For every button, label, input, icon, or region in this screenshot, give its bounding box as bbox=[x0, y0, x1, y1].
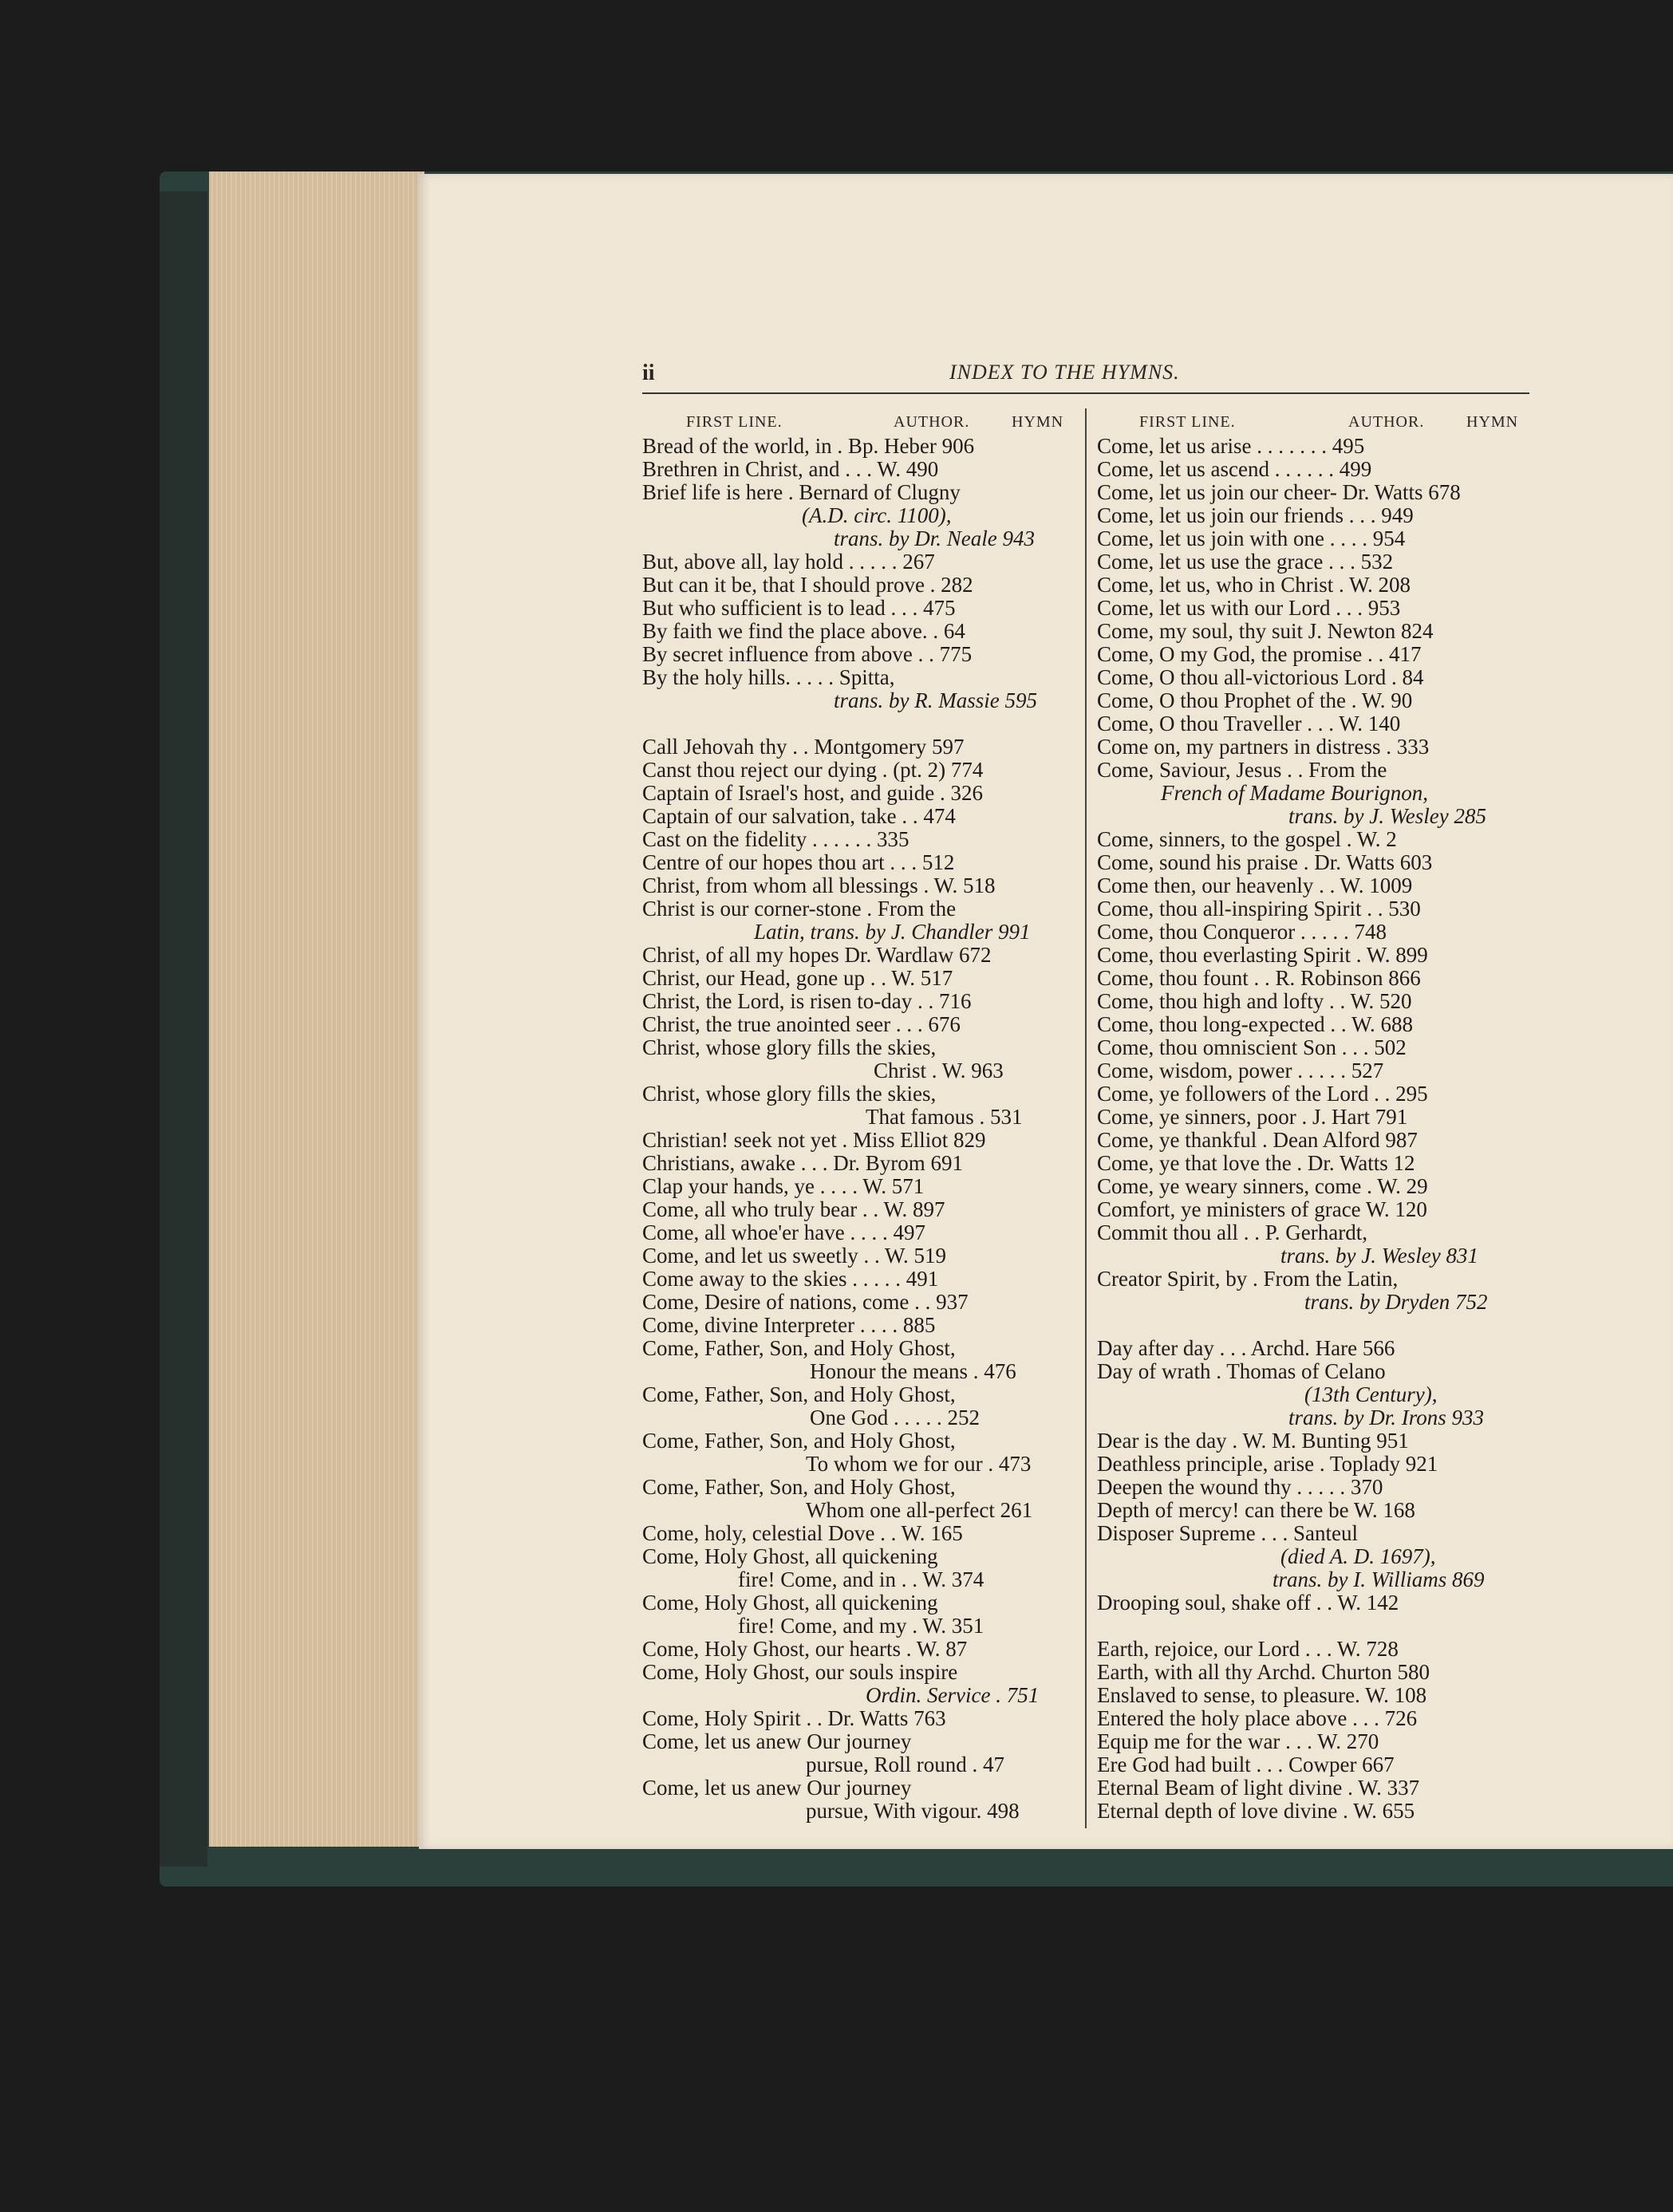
index-entry bbox=[1097, 1314, 1532, 1337]
index-entry: That famous . 531 bbox=[866, 1106, 1023, 1129]
index-entry: To whom we for our . 473 bbox=[806, 1453, 1032, 1476]
right-header-author: AUTHOR. bbox=[1348, 413, 1425, 431]
index-entry: Honour the means . 476 bbox=[810, 1360, 1016, 1383]
index-entry: Captain of Israel's host, and guide . 326 bbox=[642, 782, 984, 805]
index-entry: By faith we find the place above. . 64 bbox=[642, 620, 965, 643]
left-index-column bbox=[642, 435, 1077, 1823]
index-entry: Christ, our Head, gone up . . W. 517 bbox=[642, 967, 953, 990]
index-entry: Enslaved to sense, to pleasure. W. 108 bbox=[1097, 1684, 1427, 1707]
index-entry: Come, O thou all-victorious Lord . 84 bbox=[1097, 666, 1424, 689]
index-entry: Earth, with all thy Archd. Churton 580 bbox=[1097, 1661, 1430, 1684]
index-entry: Come, ye that love the . Dr. Watts 12 bbox=[1097, 1152, 1415, 1175]
index-entry: (died A. D. 1697), bbox=[1280, 1545, 1436, 1568]
index-entry: By the holy hills. . . . . Spitta, bbox=[642, 666, 895, 689]
index-entry: Dear is the day . W. M. Bunting 951 bbox=[1097, 1429, 1409, 1453]
index-entry: Come, O my God, the promise . . 417 bbox=[1097, 643, 1422, 666]
index-entry: Come, let us join with one . . . . 954 bbox=[1097, 527, 1406, 550]
index-entry: Canst thou reject our dying . (pt. 2) 774 bbox=[642, 759, 984, 782]
right-header-hymn: HYMN bbox=[1466, 413, 1519, 431]
index-entry: pursue, Roll round . 47 bbox=[806, 1753, 1004, 1776]
index-entry: Christ, of all my hopes Dr. Wardlaw 672 bbox=[642, 944, 992, 967]
index-entry: Come, let us ascend . . . . . . 499 bbox=[1097, 458, 1372, 481]
index-entry: Come, divine Interpreter . . . . 885 bbox=[642, 1314, 936, 1337]
index-entry: Come, let us with our Lord . . . 953 bbox=[1097, 597, 1401, 620]
index-entry: Christ, whose glory fills the skies, bbox=[642, 1036, 937, 1059]
index-entry: Come, let us use the grace . . . 532 bbox=[1097, 550, 1394, 574]
left-header-hymn: HYMN bbox=[1012, 413, 1064, 431]
page-number: ii bbox=[642, 361, 655, 385]
index-entry: Come, thou everlasting Spirit . W. 899 bbox=[1097, 944, 1428, 967]
index-entry: But can it be, that I should prove . 282 bbox=[642, 574, 973, 597]
index-entry: Brethren in Christ, and . . . W. 490 bbox=[642, 458, 939, 481]
index-entry: trans. by R. Massie 595 bbox=[834, 689, 1037, 712]
index-entry: trans. by J. Wesley 285 bbox=[1288, 805, 1486, 828]
index-entry: Come, my soul, thy suit J. Newton 824 bbox=[1097, 620, 1434, 643]
index-entry: Eternal Beam of light divine . W. 337 bbox=[1097, 1776, 1420, 1800]
index-entry: Come, wisdom, power . . . . . 527 bbox=[1097, 1059, 1384, 1082]
index-entry: Come, holy, celestial Dove . . W. 165 bbox=[642, 1522, 963, 1545]
index-entry: Come then, our heavenly . . W. 1009 bbox=[1097, 874, 1413, 897]
index-entry: But who sufficient is to lead . . . 475 bbox=[642, 597, 956, 620]
index-entry: Equip me for the war . . . W. 270 bbox=[1097, 1730, 1379, 1753]
index-entry: Come, Holy Ghost, our hearts . W. 87 bbox=[642, 1638, 968, 1661]
index-entry: Come, sound his praise . Dr. Watts 603 bbox=[1097, 851, 1433, 874]
book-spine bbox=[160, 191, 207, 1867]
index-entry: fire! Come, and in . . W. 374 bbox=[738, 1568, 984, 1591]
index-entry: Come, thou long-expected . . W. 688 bbox=[1097, 1013, 1413, 1036]
index-entry: Latin, trans. by J. Chandler 991 bbox=[754, 921, 1031, 944]
index-entry: Brief life is here . Bernard of Clugny bbox=[642, 481, 961, 504]
index-entry: Come, Holy Spirit . . Dr. Watts 763 bbox=[642, 1707, 946, 1730]
index-entry: Come, sinners, to the gospel . W. 2 bbox=[1097, 828, 1397, 851]
index-entry: Earth, rejoice, our Lord . . . W. 728 bbox=[1097, 1638, 1399, 1661]
index-entry: Day after day . . . Archd. Hare 566 bbox=[1097, 1337, 1395, 1360]
index-entry: Come, and let us sweetly . . W. 519 bbox=[642, 1244, 946, 1268]
index-entry: Captain of our salvation, take . . 474 bbox=[642, 805, 956, 828]
index-entry: French of Madame Bourignon, bbox=[1161, 782, 1428, 805]
index-entry: (13th Century), bbox=[1304, 1383, 1438, 1406]
index-entry: Commit thou all . . P. Gerhardt, bbox=[1097, 1221, 1367, 1244]
index-entry: Come, Holy Ghost, our souls inspire bbox=[642, 1661, 958, 1684]
index-entry: pursue, With vigour. 498 bbox=[806, 1800, 1020, 1823]
index-entry: trans. by Dryden 752 bbox=[1304, 1291, 1488, 1314]
right-index-column bbox=[1097, 435, 1532, 1823]
index-entry: trans. by Dr. Neale 943 bbox=[834, 527, 1035, 550]
index-entry: Call Jehovah thy . . Montgomery 597 bbox=[642, 735, 965, 759]
index-entry: Come, thou omniscient Son . . . 502 bbox=[1097, 1036, 1407, 1059]
left-header-author: AUTHOR. bbox=[894, 413, 970, 431]
index-entry: Deathless principle, arise . Toplady 921 bbox=[1097, 1453, 1438, 1476]
index-entry: Drooping soul, shake off . . W. 142 bbox=[1097, 1591, 1399, 1615]
right-header-first-line: FIRST LINE. bbox=[1139, 413, 1236, 431]
index-entry bbox=[1097, 1615, 1532, 1638]
index-entry: Come, Holy Ghost, all quickening bbox=[642, 1591, 938, 1615]
index-entry: Come, ye sinners, poor . J. Hart 791 bbox=[1097, 1106, 1408, 1129]
index-entry: Ere God had built . . . Cowper 667 bbox=[1097, 1753, 1395, 1776]
index-entry: trans. by J. Wesley 831 bbox=[1280, 1244, 1478, 1268]
index-entry: Christ, the Lord, is risen to-day . . 716 bbox=[642, 990, 972, 1013]
index-entry: Come away to the skies . . . . . 491 bbox=[642, 1268, 939, 1291]
index-entry bbox=[642, 712, 1077, 735]
index-entry: Comfort, ye ministers of grace W. 120 bbox=[1097, 1198, 1427, 1221]
column-divider bbox=[1085, 408, 1087, 1828]
index-entry: Come, let us, who in Christ . W. 208 bbox=[1097, 574, 1411, 597]
index-entry: Bread of the world, in . Bp. Heber 906 bbox=[642, 435, 975, 458]
index-entry: Deepen the wound thy . . . . . 370 bbox=[1097, 1476, 1383, 1499]
index-entry: Christian! seek not yet . Miss Elliot 829 bbox=[642, 1129, 986, 1152]
index-entry: Come, Holy Ghost, all quickening bbox=[642, 1545, 938, 1568]
index-entry: Come, let us anew Our journey bbox=[642, 1776, 912, 1800]
index-entry: Come on, my partners in distress . 333 bbox=[1097, 735, 1430, 759]
index-entry: But, above all, lay hold . . . . . 267 bbox=[642, 550, 935, 574]
index-entry: Come, let us join our friends . . . 949 bbox=[1097, 504, 1414, 527]
index-entry: Come, thou fount . . R. Robinson 866 bbox=[1097, 967, 1421, 990]
index-entry: Come, Desire of nations, come . . 937 bbox=[642, 1291, 969, 1314]
index-entry: Ordin. Service . 751 bbox=[866, 1684, 1040, 1707]
index-entry: Come, all who truly bear . . W. 897 bbox=[642, 1198, 945, 1221]
index-entry: Come, ye followers of the Lord . . 295 bbox=[1097, 1082, 1428, 1106]
index-entry: Come, O thou Traveller . . . W. 140 bbox=[1097, 712, 1401, 735]
index-entry: Come, Father, Son, and Holy Ghost, bbox=[642, 1476, 956, 1499]
index-entry: Come, Father, Son, and Holy Ghost, bbox=[642, 1337, 956, 1360]
left-header-first-line: FIRST LINE. bbox=[686, 413, 783, 431]
index-entry: Clap your hands, ye . . . . W. 571 bbox=[642, 1175, 925, 1198]
index-entry: Cast on the fidelity . . . . . . 335 bbox=[642, 828, 909, 851]
running-title: INDEX TO THE HYMNS. bbox=[949, 361, 1180, 384]
index-entry: Christ is our corner-stone . From the bbox=[642, 897, 957, 921]
index-entry: trans. by I. Williams 869 bbox=[1273, 1568, 1485, 1591]
index-entry: trans. by Dr. Irons 933 bbox=[1288, 1406, 1485, 1429]
index-entry: Come, Saviour, Jesus . . From the bbox=[1097, 759, 1387, 782]
index-entry: Whom one all-perfect 261 bbox=[806, 1499, 1033, 1522]
index-entry: Entered the holy place above . . . 726 bbox=[1097, 1707, 1418, 1730]
index-entry: Come, let us anew Our journey bbox=[642, 1730, 912, 1753]
index-entry: Come, O thou Prophet of the . W. 90 bbox=[1097, 689, 1413, 712]
header-rule bbox=[642, 392, 1529, 394]
index-entry: Come, Father, Son, and Holy Ghost, bbox=[642, 1429, 956, 1453]
index-entry: Centre of our hopes thou art . . . 512 bbox=[642, 851, 955, 874]
index-entry: By secret influence from above . . 775 bbox=[642, 643, 973, 666]
index-entry: Come, all whoe'er have . . . . 497 bbox=[642, 1221, 926, 1244]
index-entry: Come, thou Conqueror . . . . . 748 bbox=[1097, 921, 1387, 944]
index-entry: Come, let us join our cheer- Dr. Watts 678 bbox=[1097, 481, 1461, 504]
index-entry: Christ, whose glory fills the skies, bbox=[642, 1082, 937, 1106]
index-entry: Christ, the true anointed seer . . . 676 bbox=[642, 1013, 961, 1036]
page-edges bbox=[209, 172, 424, 1847]
index-entry: Come, thou all-inspiring Spirit . . 530 bbox=[1097, 897, 1421, 921]
index-entry: Come, thou high and lofty . . W. 520 bbox=[1097, 990, 1412, 1013]
index-entry: Come, ye thankful . Dean Alford 987 bbox=[1097, 1129, 1418, 1152]
index-entry: Disposer Supreme . . . Santeul bbox=[1097, 1522, 1358, 1545]
index-entry: Depth of mercy! can there be W. 168 bbox=[1097, 1499, 1415, 1522]
index-entry: fire! Come, and my . W. 351 bbox=[738, 1615, 984, 1638]
index-entry: Come, ye weary sinners, come . W. 29 bbox=[1097, 1175, 1428, 1198]
index-entry: Creator Spirit, by . From the Latin, bbox=[1097, 1268, 1399, 1291]
index-entry: Eternal depth of love divine . W. 655 bbox=[1097, 1800, 1415, 1823]
index-entry: Come, let us arise . . . . . . . 495 bbox=[1097, 435, 1365, 458]
index-entry: Christians, awake . . . Dr. Byrom 691 bbox=[642, 1152, 963, 1175]
index-entry: Christ . W. 963 bbox=[874, 1059, 1004, 1082]
index-entry: (A.D. circ. 1100), bbox=[802, 504, 952, 527]
index-entry: Come, Father, Son, and Holy Ghost, bbox=[642, 1383, 956, 1406]
index-entry: One God . . . . . 252 bbox=[810, 1406, 980, 1429]
index-entry: Day of wrath . Thomas of Celano bbox=[1097, 1360, 1386, 1383]
index-entry: Christ, from whom all blessings . W. 518 bbox=[642, 874, 996, 897]
